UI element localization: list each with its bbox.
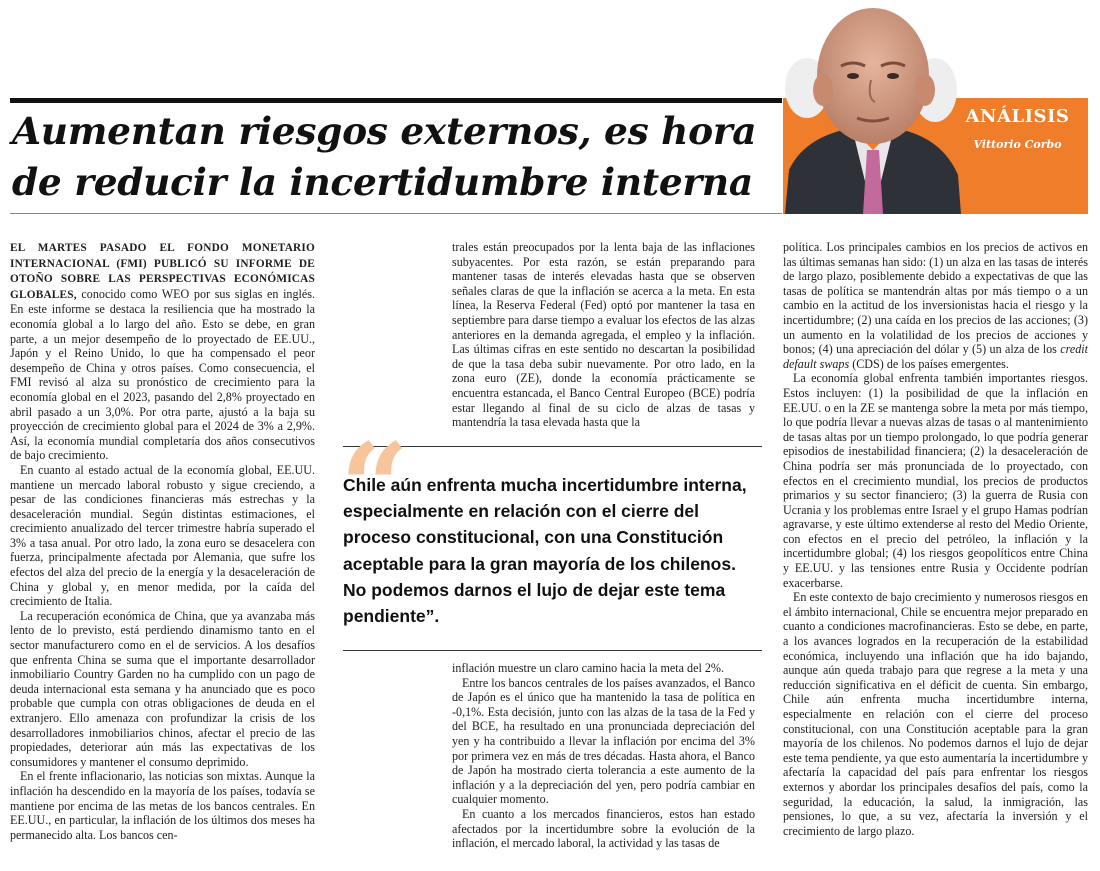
quote-mark: “ [340,417,410,558]
paragraph: En este contexto de bajo crecimiento y numerosos riesgos en el ámbito internacional, Chile se encuentra mejor preparado en cuanto a condiciones macrofinancieras. Esto se debe, en parte, a los avances logrados en la recuperación de la estabilidad económica, incluyendo una inflación que ha ido bajando, aunque aún queda trabajo para que regrese a la meta y una reducción significativa en el déficit de cuenta. Sin embargo, Chile aún enfrenta mucha incertidumbre interna, especialmente en relación con el cierre del proceso constitucional, con una Constitución aceptable para la gran mayoría de los chilenos. No podemos darnos el lujo de dejar este tema pendiente, ya que esto aumentaría la incertidumbre y afectaría la capacidad del país para enfrentar los riesgos externos y abordar los principales desafíos del país, como la seguridad, la educación, la salud, la inmigración, las pensiones, lo que, a su vez, afectaría la inversión y el crecimiento de largo plazo. [783,590,1088,838]
headline-top-rule [10,98,782,103]
article-column-1 [10,240,315,842]
article-column-3 [783,240,1088,838]
lead-text: EL MARTES PASADO EL FONDO MONETARIO INTERNACIONAL (FMI) PUBLICÓ SU INFORME DE OTOÑO SOBRE LAS PERSPECTIVAS ECONÓMICAS GLOBALES, [10,242,315,301]
lead-paragraph [10,240,315,463]
lead-continuation: conocido como WEO por sus siglas en inglés. En este informe se destaca la resiliencia que ha mostrado la economía global a lo largo del año. Esto se debe, en gran parte, a un mejor desempeño de lo proyectado de EE.UU., Japón y el Reino Unido, lo que ha compensado el peor desempeño de China y otros países. Como consecuencia, el FMI revisó al alza su pronóstico de crecimiento para la economía global en el 2023, pasando del 2,8% proyectado en abril pasado a un 3,0%. Por otra parte, ajustó a la baja su proyección de crecimiento global para el 2024 de 3% a 2,9%. Así, la economía mundial completaría dos años consecutivos de bajo crecimiento. [10,286,315,463]
italic-term: credit default swaps [783,342,1088,371]
text-run: (CDS) de los países emergentes. [849,356,1009,371]
text-run: política. Los principales cambios en los precios de activos en las últimas semanas han sido: (1) un alza en las tasas de interés de largo plazo, posiblemente debido a expectativas de que las tasas de política se mantendrán altas por más tiempo o a un cambio en la actitud de los inversionistas hacia el riesgo y la incertidumbre; (2) una caída en los precios de las acciones; (3) un aumento en la volatilidad de los precios de acciones y bonos; (4) una apreciación del dólar y (5) un alza de los [783,240,1088,357]
paragraph: En cuanto al estado actual de la economía global, EE.UU. mantiene un mercado laboral robusto y sigue creciendo, a pesar de las condiciones financieras más estrechas y la desaceleración mundial. Según distintas estimaciones, el crecimiento anualizado del tercer trimestre habría superado el 3% a tasa anual. Por otro lado, la zona euro se desacelera con fuerza, principalmente afectada por Alemania, que sufre los efectos del alza del precio de la energía y la desaceleración de China y global y, en menor medida, por la caída del crecimiento de Italia. [10,462,315,609]
paragraph: La recuperación económica de China, que ya avanzaba más lento de lo previsto, está perdiendo dinamismo tanto en el sector manufacturero como en el de servicios. A los desafíos que enfrenta China se suma que el importante desarrollador inmobiliario Country Garden no ha cumplido con un pago de deuda internacional esta semana y ha anunciado que es poco probable que cumpla con otras obligaciones de deuda en el extranjero. Ello amenaza con profundizar la crisis de los desarrolladores inmobiliarios chinos, afectar el precio de las propiedades, deteriorar aún más las expectativas de los consumidores y mantener el consumo deprimido. [10,608,315,769]
author-name: Vittorio Corbo [973,138,1062,151]
headline-line-1: Aumentan riesgos externos, es hora [12,109,757,153]
pull-quote: Chile aún enfrenta mucha incertidumbre interna, especialmente en relación con el cierre del proceso constitucional, con una Constitución aceptable para la gran mayoría de los chilenos. No podemos darnos el lujo de dejar este tema pendiente”. [343,475,747,627]
quote-bottom-rule [343,650,762,651]
paragraph: En cuanto a los mercados financieros, estos han estado afectados por la incertidumbre sobre la evolución de la inflación, el mercado laboral, la actividad y las tasas de [452,806,755,851]
paragraph: La economía global enfrenta también importantes riesgos. Estos incluyen: (1) la posibilidad de que la inflación en EE.UU. o en la ZE se mantenga sobre la meta por más tiempo, lo que podría llevar a nuevas alzas de tasas o al mantenimiento de tasas altas por un tiempo prolongado, lo que podría generar episodios de inestabilidad financiera; (2) la desaceleración de China podría ser más pronunciada de lo proyectado, con efectos en el crecimiento mundial, los precios de productos primarios y su sector financiero; (3) la guerra de Rusia con Ucrania y los problemas entre Israel y el grupo Hamas podrían agravarse, y este último extenderse al resto del Medio Oriente, con efectos en el precio del petróleo, la inflación y la incertidumbre global; (4) los riesgos geopolíticos entre China y EE.UU. y las tensiones entre Rusia y Occidente podrían exacerbarse. [783,371,1088,590]
article-column-2-top [452,240,755,430]
headline [12,106,782,208]
paragraph [783,240,1088,371]
paragraph: Entre los bancos centrales de los países avanzados, el Banco de Japón es el único que ha mantenido la tasa de política en -0,1%. Esta decisión, junto con las alzas de la tasa de la Fed y del BCE, ha resultado en una pronunciada depreciación del yen y ha contribuido a llevar la inflación por encima del 3% por primera vez en más de tres décadas. Hasta ahora, el Banco de Japón ha mostrado cierta tolerancia a este aumento de la inflación y a la depreciación del yen, pero podría cambiar en cualquier momento. [452,675,755,807]
headline-line-2: de reducir la incertidumbre interna [12,160,753,204]
paragraph: trales están preocupados por la lenta baja de las inflaciones subyacentes. Por esta razón, se están preparando para mantener tasas de interés elevadas hasta que se observen señales claras de que la inflación se acerca a la meta. En esta línea, la Reserva Federal (Fed) optó por mantener la tasa en septiembre para darse tiempo a evaluar los efectos de las alzas anteriores en la demanda agregada, el empleo y la inflación. Las últimas cifras en este sentido no descartan la posibilidad de que la tasa deba subir nuevamente. Por otro lado, en la zona euro (ZE), donde la economía prácticamente se encuentra estancada, el Banco Central Europeo (BCE) podría estar llegando al final de su ciclo de alzas de tasas y mantendría la tasa elevada hasta que la [452,240,755,430]
section-label: ANÁLISIS [965,106,1070,127]
paragraph: En el frente inflacionario, las noticias son mixtas. Aunque la inflación ha descendido en la mayoría de los países, todavía se mantiene por encima de las metas de los bancos centrales. En EE.UU., en particular, la inflación de los últimos dos meses ha permanecido alta. Los bancos cen- [10,769,315,842]
paragraph: inflación muestre un claro camino hacia la meta del 2%. [452,661,724,675]
author-portrait-icon [783,0,963,214]
article-column-2-bottom [452,661,755,851]
headline-bottom-rule [10,213,782,214]
